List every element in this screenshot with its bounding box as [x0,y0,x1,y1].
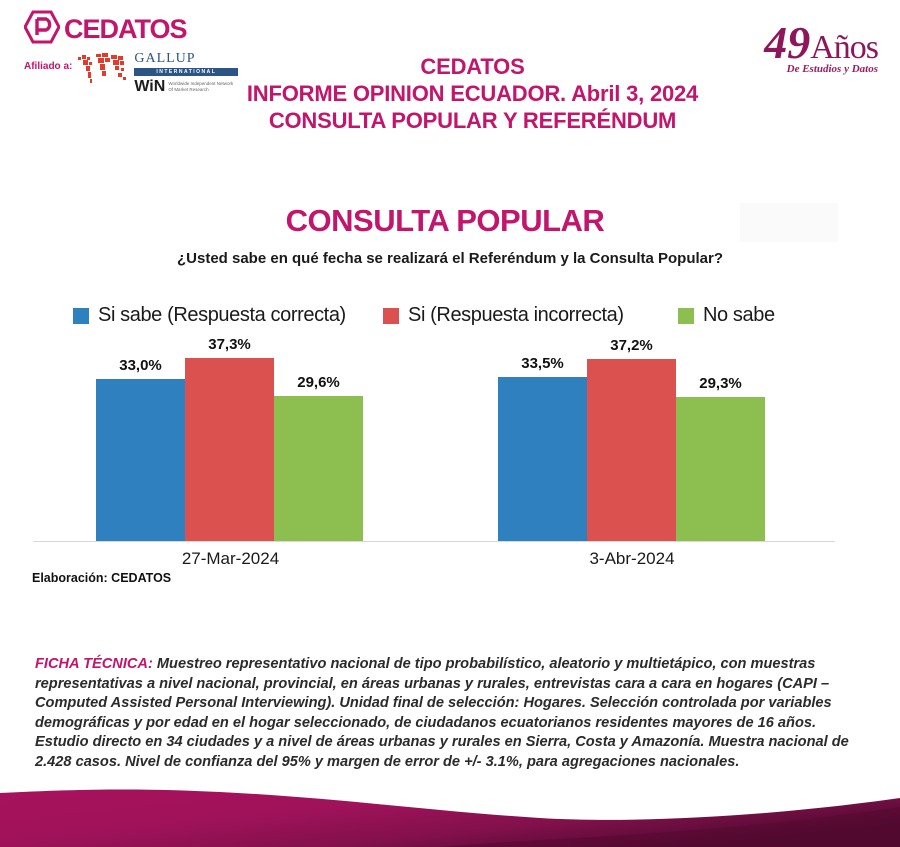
footer-wave-decoration [0,767,900,847]
legend-label: No sabe [703,304,775,326]
chart-question: ¿Usted sabe en qué fecha se realizará el Referéndum y la Consulta Popular? [176,250,723,267]
category-label-27-mar: 27-Mar-2024 [181,549,280,568]
bar-value-label: 37,2% [610,336,653,354]
ficha-tecnica [35,655,867,773]
bar-3-Abr-2024-0 [498,354,587,541]
elaboration-note: Elaboración: CEDATOS [32,571,172,585]
gallup-international-bar: INTERNATIONAL [134,68,238,76]
legend-item-si-incorrecta [383,304,624,327]
legend-label: Si sabe (Respuesta correcta) [98,304,346,326]
chart-title: CONSULTA POPULAR [285,203,605,238]
bar-chart-plot-area [0,330,900,541]
legend-swatch-red [383,308,399,324]
anniversary-word: Años [810,29,878,66]
legend-item-si-sabe [73,304,346,327]
anniversary-tagline: De Estudios y Datos [786,63,878,75]
legend-item-no-sabe [678,304,775,327]
win-tagline: Worldwide Independent Network Of Market Research [168,81,234,92]
cedatos-wordmark: CEDATOS [64,14,187,44]
anniversary-logo [764,16,878,75]
ficha-tecnica-text: Muestreo representativo nacional de tipo probabilístico, aleatorio y multietápico, con muestras representativas a nivel nacional, provincial, en áreas urbanas y rurales, entrevistas cara a cara en hogares (CAPI – Computed Assisted Personal Interviewing). Unidad final de selección: Hogares. Selección controlada por variables demográficas y por edad en el hogar seleccionado, de ciudadanos ecuatorianos residentes mayores de 16 años. Estudio directo en 34 ciudades y a nivel de áreas urbanas y rurales en Sierra, Costa y Amazonía. Muestra nacional de 2.428 casos. Nivel de confianza del 95% y margen de error de +/- 3.1%, para agregaciones nacionales. [35,656,849,770]
bar-value-label: 33,5% [521,354,564,372]
bar-group-27-mar [96,336,365,541]
bar-27-Mar-2024-2 [274,373,363,541]
bar-group-3-abr [498,336,766,541]
bar-27-Mar-2024-0 [96,357,185,541]
cedatos-hexagon-icon [24,10,60,49]
affiliate-label: Afiliado a: [24,61,73,72]
anniversary-number: 49 [764,17,811,68]
legend-swatch-green [678,308,694,324]
bar-value-label: 33,0% [119,357,162,375]
report-title-line3: CONSULTA POPULAR Y REFERÉNDUM [268,108,677,133]
bar-value-label: 29,3% [699,375,742,393]
bar-value-label: 29,6% [297,373,340,391]
bar-27-Mar-2024-1 [185,336,274,541]
gallup-logo: GALLUP [134,51,196,66]
win-logo: WiN [134,78,166,95]
legend-label: Si (Respuesta incorrecta) [408,304,624,326]
report-title-line1: CEDATOS [420,54,525,79]
category-label-3-abr: 3-Abr-2024 [589,549,675,568]
legend-swatch-blue [73,308,89,324]
report-title-line2: INFORME OPINION ECUADOR. Abril 3, 2024 [246,81,699,106]
bar-3-Abr-2024-2 [676,375,765,541]
bar-3-Abr-2024-1 [587,336,676,541]
bar-value-label: 37,3% [208,336,251,354]
x-axis-line [33,541,835,542]
ficha-tecnica-label: FICHA TÉCNICA: [35,656,153,672]
